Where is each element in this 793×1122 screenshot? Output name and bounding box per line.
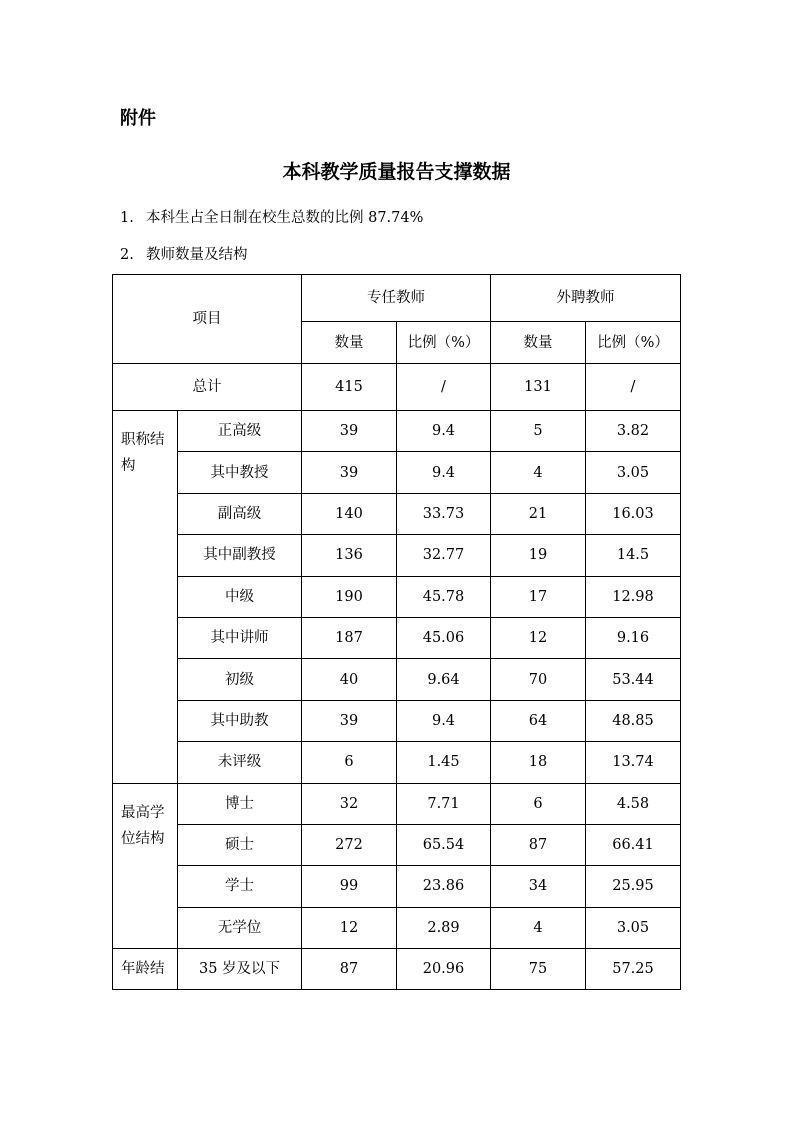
cell-ex-ratio: 3.82	[586, 411, 681, 452]
teacher-structure-table	[112, 274, 681, 990]
cell-ex-ratio: 9.16	[586, 617, 681, 658]
item-text: 本科生占全日制在校生总数的比例 87.74%	[146, 210, 424, 226]
cell-ft-ratio: 65.54	[397, 824, 491, 865]
age-structure-category: 年龄结	[113, 949, 178, 990]
cell-ex-ratio: 25.95	[586, 866, 681, 907]
table-row	[113, 700, 681, 741]
cell-label: 硕士	[178, 824, 302, 865]
total-label: 总计	[113, 364, 302, 411]
cell-label: 副高级	[178, 493, 302, 534]
cell-ft-count: 39	[302, 452, 397, 493]
cell-ft-count: 39	[302, 700, 397, 741]
table-row	[113, 659, 681, 700]
cell-label: 中级	[178, 576, 302, 617]
item-teacher-structure	[120, 243, 248, 264]
cell-ft-ratio: 7.71	[397, 783, 491, 824]
cell-label: 其中副教授	[178, 535, 302, 576]
table-row	[113, 576, 681, 617]
cell-ft-ratio: 2.89	[397, 907, 491, 948]
cell-ex-count: 70	[491, 659, 586, 700]
table-row	[113, 493, 681, 534]
cell-ft-count: 136	[302, 535, 397, 576]
total-row	[113, 364, 681, 411]
cell-ex-count: 19	[491, 535, 586, 576]
item-number: 1.	[120, 210, 134, 226]
cell-ft-ratio: 9.4	[397, 700, 491, 741]
cell-ex-ratio: 12.98	[586, 576, 681, 617]
cell-label: 博士	[178, 783, 302, 824]
cell-ft-count: 99	[302, 866, 397, 907]
table-row	[113, 949, 681, 990]
total-ex-count: 131	[491, 364, 586, 411]
cell-ex-ratio: 13.74	[586, 742, 681, 783]
cell-ft-count: 190	[302, 576, 397, 617]
document-title: 本科教学质量报告支撑数据	[282, 161, 511, 183]
table-row	[113, 452, 681, 493]
table-row	[113, 866, 681, 907]
cell-label: 其中助教	[178, 700, 302, 741]
table-row	[113, 824, 681, 865]
total-ex-ratio: /	[586, 364, 681, 411]
cell-ft-count: 32	[302, 783, 397, 824]
cell-label: 35 岁及以下	[178, 949, 302, 990]
cell-ex-ratio: 53.44	[586, 659, 681, 700]
attachment-heading: 附件	[120, 108, 156, 129]
cell-ft-ratio: 9.4	[397, 411, 491, 452]
cell-ft-count: 12	[302, 907, 397, 948]
table-row	[113, 411, 681, 452]
total-ft-count: 415	[302, 364, 397, 411]
cell-ex-ratio: 48.85	[586, 700, 681, 741]
cell-ex-ratio: 3.05	[586, 907, 681, 948]
table-row	[113, 535, 681, 576]
title-structure-category: 职称结构	[113, 411, 178, 784]
cell-ft-count: 140	[302, 493, 397, 534]
cell-ft-count: 6	[302, 742, 397, 783]
cell-ex-ratio: 16.03	[586, 493, 681, 534]
cell-ex-count: 12	[491, 617, 586, 658]
degree-structure-category: 最高学位结构	[113, 783, 178, 949]
cell-ex-count: 87	[491, 824, 586, 865]
cell-ft-ratio: 33.73	[397, 493, 491, 534]
cell-ft-count: 40	[302, 659, 397, 700]
cell-ft-ratio: 45.78	[397, 576, 491, 617]
header-external: 外聘教师	[491, 275, 681, 322]
cell-ex-ratio: 57.25	[586, 949, 681, 990]
subheader-ft-count: 数量	[302, 322, 397, 364]
cell-ex-count: 4	[491, 452, 586, 493]
cell-label: 无学位	[178, 907, 302, 948]
cell-ft-ratio: 23.86	[397, 866, 491, 907]
subheader-ex-count: 数量	[491, 322, 586, 364]
cell-label: 学士	[178, 866, 302, 907]
table-row	[113, 742, 681, 783]
cell-ex-count: 4	[491, 907, 586, 948]
cell-ft-count: 187	[302, 617, 397, 658]
cell-ex-ratio: 14.5	[586, 535, 681, 576]
table-row	[113, 783, 681, 824]
cell-label: 其中教授	[178, 452, 302, 493]
cell-ft-ratio: 20.96	[397, 949, 491, 990]
cell-ex-count: 6	[491, 783, 586, 824]
cell-ex-ratio: 3.05	[586, 452, 681, 493]
cell-ft-ratio: 1.45	[397, 742, 491, 783]
cell-ft-count: 272	[302, 824, 397, 865]
item-undergrad-ratio	[120, 206, 423, 227]
cell-label: 未评级	[178, 742, 302, 783]
cell-ex-count: 34	[491, 866, 586, 907]
cell-ex-count: 21	[491, 493, 586, 534]
table-row	[113, 617, 681, 658]
total-ft-ratio: /	[397, 364, 491, 411]
header-row	[113, 275, 681, 322]
cell-ex-ratio: 4.58	[586, 783, 681, 824]
item-number: 2.	[120, 247, 134, 263]
cell-ex-count: 17	[491, 576, 586, 617]
item-text: 教师数量及结构	[146, 247, 248, 263]
cell-ex-ratio: 66.41	[586, 824, 681, 865]
cell-label: 其中讲师	[178, 617, 302, 658]
header-fulltime: 专任教师	[302, 275, 491, 322]
cell-ex-count: 18	[491, 742, 586, 783]
cell-ex-count: 75	[491, 949, 586, 990]
cell-ft-count: 39	[302, 411, 397, 452]
cell-ex-count: 64	[491, 700, 586, 741]
cell-ft-ratio: 9.4	[397, 452, 491, 493]
header-item: 项目	[113, 275, 302, 364]
subheader-ft-ratio: 比例（%）	[397, 322, 491, 364]
subheader-ex-ratio: 比例（%）	[586, 322, 681, 364]
cell-ft-ratio: 45.06	[397, 617, 491, 658]
cell-label: 初级	[178, 659, 302, 700]
cell-ft-ratio: 32.77	[397, 535, 491, 576]
cell-ft-ratio: 9.64	[397, 659, 491, 700]
cell-ft-count: 87	[302, 949, 397, 990]
cell-ex-count: 5	[491, 411, 586, 452]
cell-label: 正高级	[178, 411, 302, 452]
table-row	[113, 907, 681, 948]
